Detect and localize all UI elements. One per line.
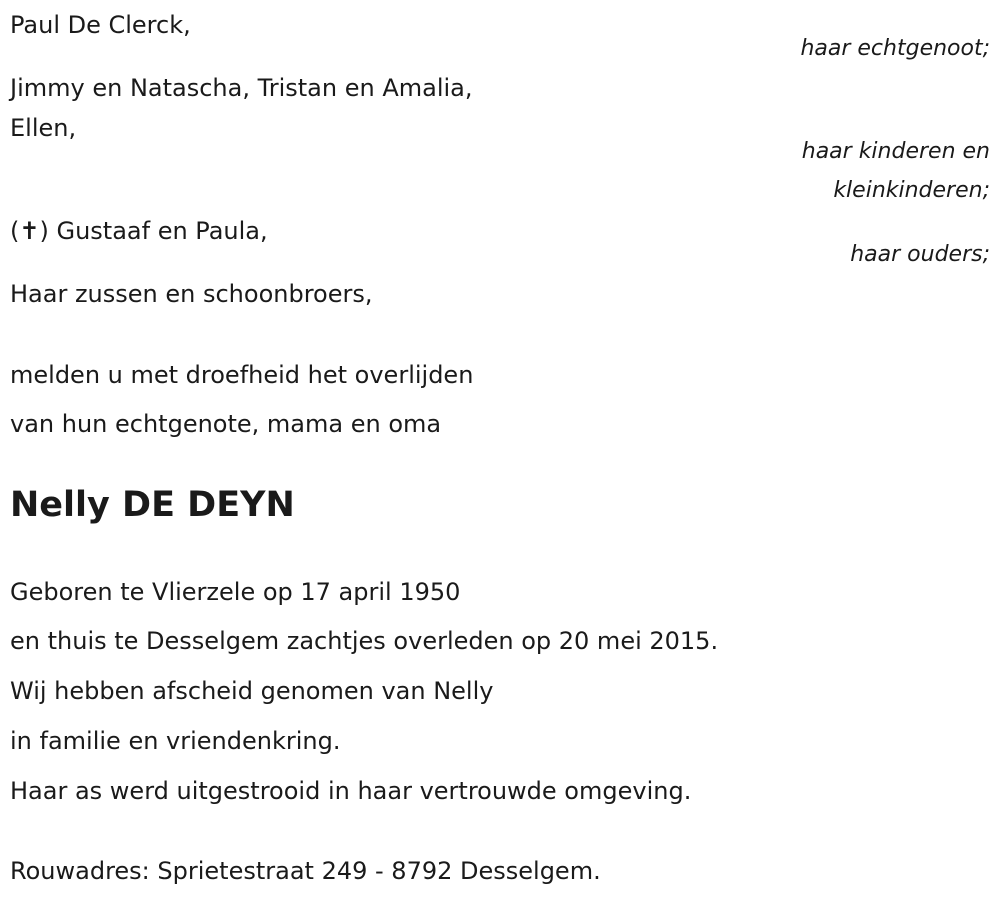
cross-icon: ✝ (19, 217, 40, 245)
announcement-line-2: van hun echtgenote, mama en oma (10, 410, 442, 438)
parents-line: (✝) Gustaaf en Paula, (10, 217, 268, 245)
parents-names: Gustaaf en Paula, (56, 217, 268, 245)
details-line-4: in familie en vriendenkring. (10, 727, 341, 755)
siblings-line: Haar zussen en schoonbroers, (10, 280, 373, 308)
deceased-name: Nelly DE DEYN (10, 485, 295, 525)
husband-name: Paul De Clerck, (10, 11, 191, 39)
children-line-2: Ellen, (10, 114, 77, 142)
mourning-address: Rouwadres: Sprietestraat 249 - 8792 Desselgem. (10, 857, 601, 885)
children-role-line-1: haar kinderen en (801, 139, 990, 164)
details-line-5: Haar as werd uitgestrooid in haar vertrouwde omgeving. (10, 777, 692, 805)
husband-role: haar echtgenoot; (800, 36, 990, 61)
announcement-line-1: melden u met droefheid het overlijden (10, 361, 474, 389)
parents-role: haar ouders; (850, 242, 990, 267)
children-role-line-2: kleinkinderen; (833, 178, 990, 203)
details-line-2: en thuis te Desselgem zachtjes overleden op 20 mei 2015. (10, 627, 719, 655)
details-line-3: Wij hebben afscheid genomen van Nelly (10, 677, 494, 705)
children-line-1: Jimmy en Natascha, Tristan en Amalia, (10, 74, 473, 102)
details-line-1: Geboren te Vlierzele op 17 april 1950 (10, 578, 461, 606)
